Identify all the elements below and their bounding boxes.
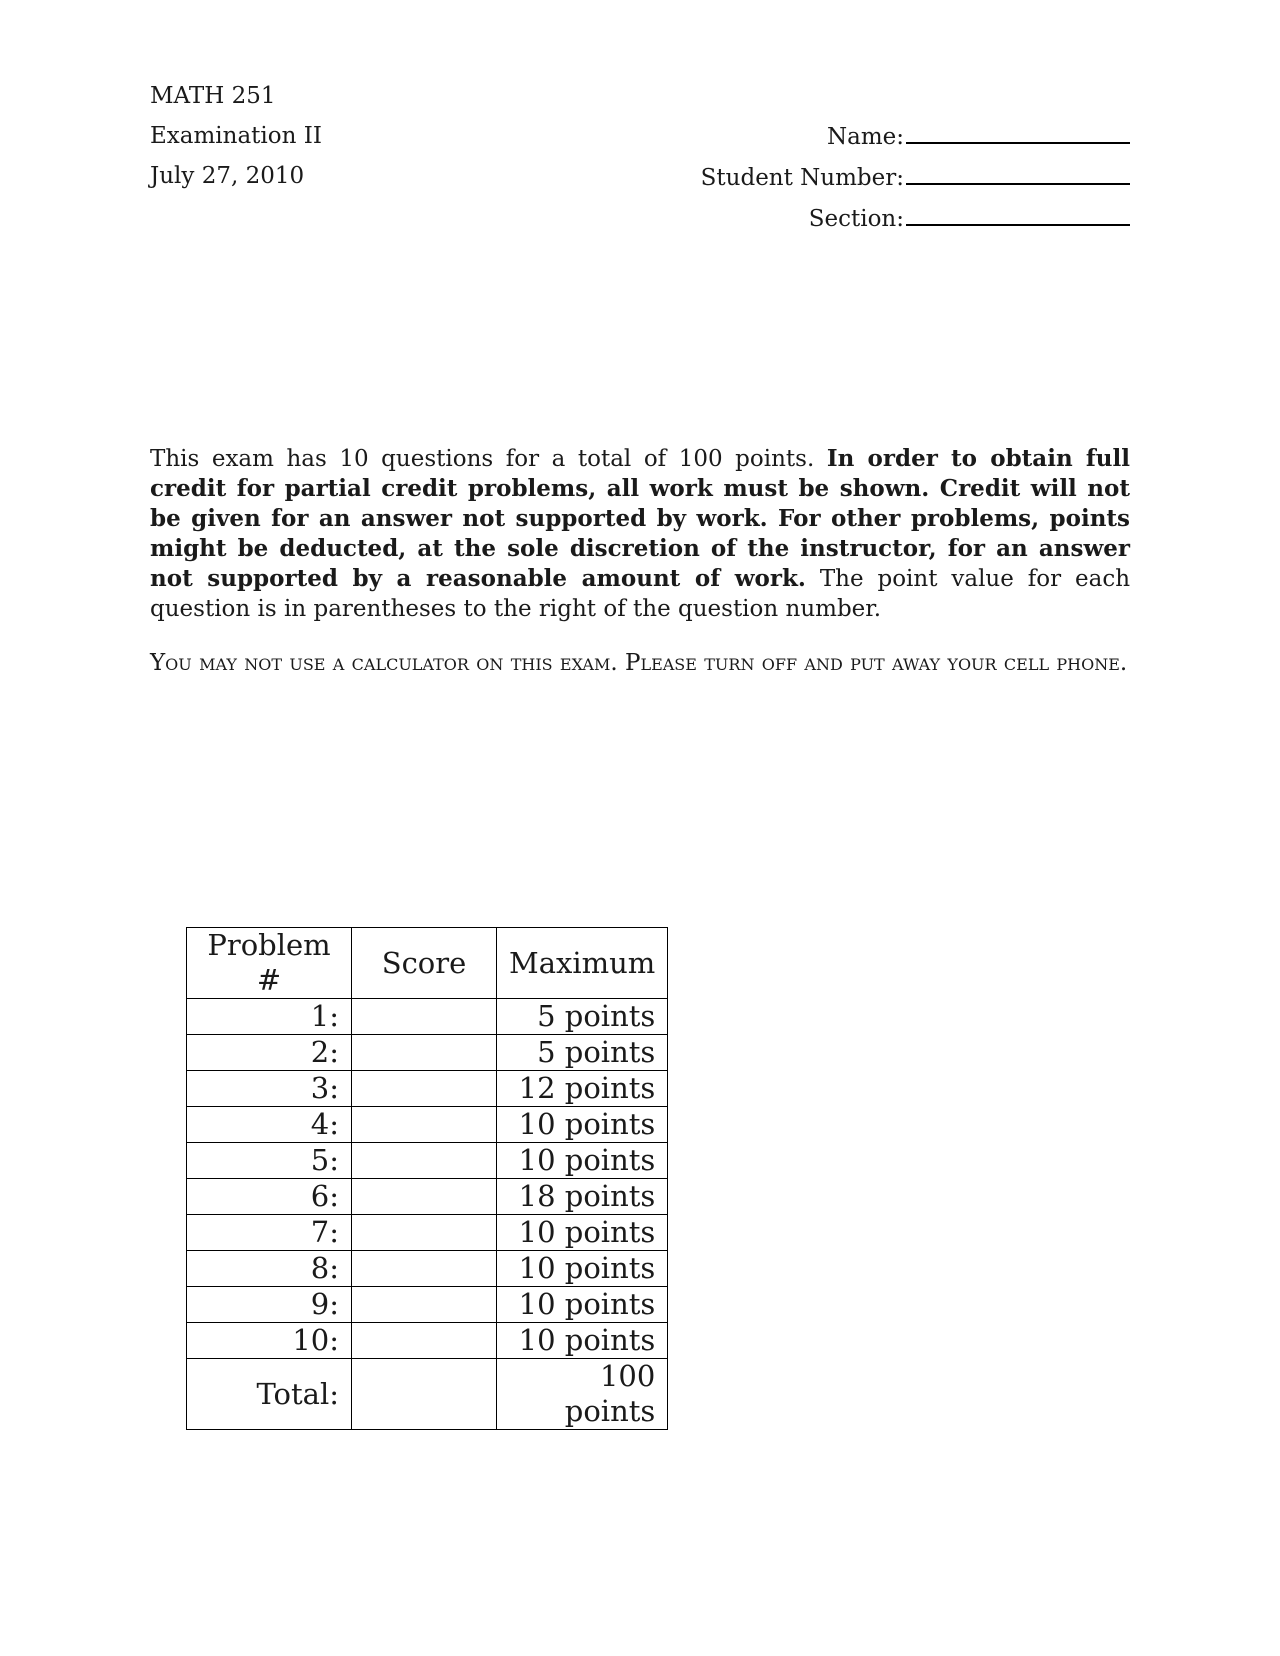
- table-row: [187, 1323, 668, 1359]
- problem-number: 4:: [187, 1107, 352, 1143]
- problem-number: 3:: [187, 1071, 352, 1107]
- problem-number: 6:: [187, 1179, 352, 1215]
- section-blank[interactable]: [906, 198, 1130, 226]
- name-label: Name:: [826, 124, 904, 150]
- score-cell[interactable]: [352, 1071, 497, 1107]
- header-score: Score: [352, 928, 497, 999]
- section-label: Section:: [808, 206, 904, 232]
- table-row: [187, 1143, 668, 1179]
- table-row: [187, 1287, 668, 1323]
- exam-instructions: [150, 444, 1130, 624]
- max-points: 5 points: [497, 999, 668, 1035]
- score-cell[interactable]: [352, 1179, 497, 1215]
- max-points: 10 points: [497, 1215, 668, 1251]
- table-row: [187, 999, 668, 1035]
- exam-title: Examination II: [150, 123, 322, 149]
- problem-number: 2:: [187, 1035, 352, 1071]
- score-cell[interactable]: [352, 1035, 497, 1071]
- student-info-fields: [570, 116, 1130, 239]
- table-total-row: [187, 1359, 668, 1430]
- max-points: 10 points: [497, 1107, 668, 1143]
- table-row: [187, 1107, 668, 1143]
- score-cell[interactable]: [352, 1323, 497, 1359]
- problem-number: 5:: [187, 1143, 352, 1179]
- problem-number: 1:: [187, 999, 352, 1035]
- max-points: 10 points: [497, 1323, 668, 1359]
- header-problem: Problem #: [187, 928, 352, 999]
- max-points: 5 points: [497, 1035, 668, 1071]
- student-number-blank[interactable]: [906, 157, 1130, 185]
- exam-date: July 27, 2010: [150, 163, 305, 189]
- max-points: 10 points: [497, 1251, 668, 1287]
- instructions-intro: This exam has 10 questions for a total of 100 points.: [150, 446, 815, 472]
- name-blank[interactable]: [906, 116, 1130, 144]
- section-field-row: [570, 198, 1130, 239]
- max-points: 12 points: [497, 1071, 668, 1107]
- max-points: 10 points: [497, 1287, 668, 1323]
- score-cell[interactable]: [352, 1143, 497, 1179]
- problem-number: 7:: [187, 1215, 352, 1251]
- total-label: Total:: [187, 1359, 352, 1430]
- table-row: [187, 1035, 668, 1071]
- instructions-closing: The point value for each question is in parentheses to the right of the question number.: [150, 566, 1131, 622]
- course-title: MATH 251: [150, 83, 276, 109]
- total-max-points: 100 points: [497, 1359, 668, 1430]
- table-header-row: [187, 928, 668, 999]
- table-row: [187, 1179, 668, 1215]
- score-cell[interactable]: [352, 999, 497, 1035]
- problem-number: 9:: [187, 1287, 352, 1323]
- student-number-field-row: [570, 157, 1130, 198]
- header-maximum: Maximum: [497, 928, 668, 999]
- calculator-warning: You may not use a calculator on this exam. Please turn off and put away your cell phone.: [150, 650, 1128, 676]
- score-table: [186, 927, 668, 1430]
- total-score-cell[interactable]: [352, 1359, 497, 1430]
- name-field-row: [570, 116, 1130, 157]
- score-cell[interactable]: [352, 1287, 497, 1323]
- table-row: [187, 1251, 668, 1287]
- table-row: [187, 1071, 668, 1107]
- problem-number: 10:: [187, 1323, 352, 1359]
- exam-header: [150, 76, 322, 196]
- problem-number: 8:: [187, 1251, 352, 1287]
- score-cell[interactable]: [352, 1251, 497, 1287]
- instructions-bold: In order to obtain full credit for partial credit problems, all work must be shown. Credit will not be given for an answer not supported by work. For other problems, points might be deducted, at the sole discretion of the instructor, for an answer not supported by a reasonable amount of work.: [150, 445, 1130, 592]
- table-row: [187, 1215, 668, 1251]
- score-cell[interactable]: [352, 1107, 497, 1143]
- max-points: 18 points: [497, 1179, 668, 1215]
- max-points: 10 points: [497, 1143, 668, 1179]
- student-number-label: Student Number:: [700, 165, 904, 191]
- score-cell[interactable]: [352, 1215, 497, 1251]
